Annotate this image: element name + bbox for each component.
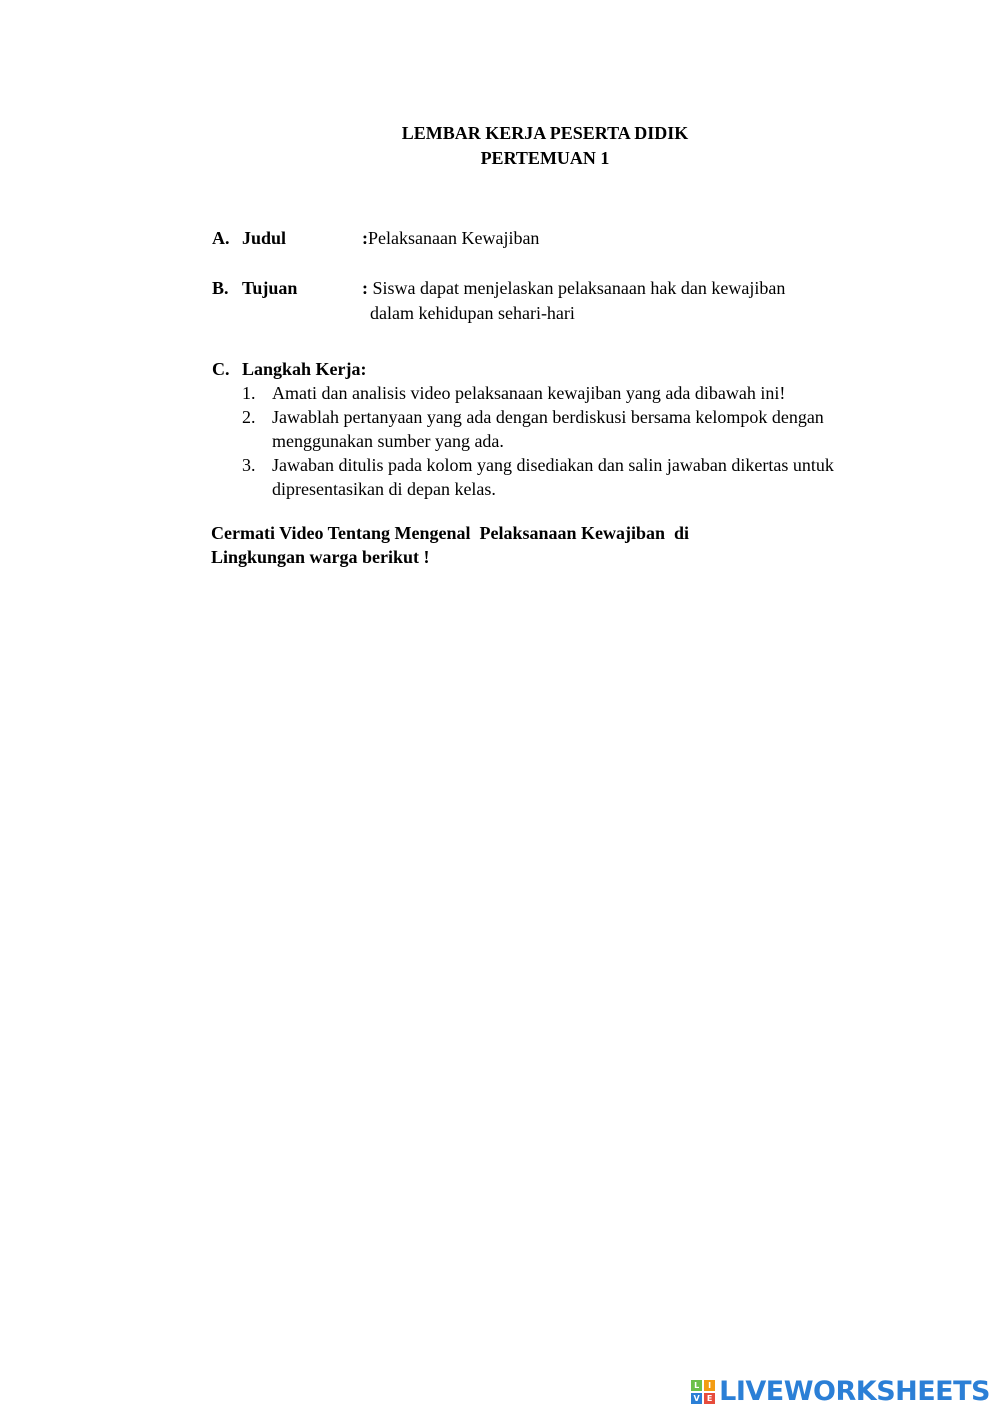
judul-text: Pelaksanaan Kewajiban [368,228,540,248]
section-langkah-label [212,357,367,381]
colon: : [362,228,368,248]
list-item [242,453,862,501]
step-number: 2. [242,407,256,427]
section-letter: B. [212,278,229,298]
logo-letter: V [691,1393,702,1404]
logo-text: LIVEWORKSHEETS [719,1376,990,1407]
step-number: 3. [242,455,256,475]
step-text: Jawablah pertanyaan yang ada dengan berdiskusi bersama kelompok dengan menggunakan sumber yang ada. [272,407,824,451]
section-judul-value [362,226,539,250]
section-letter: A. [212,228,230,248]
tujuan-text-line1: Siswa dapat menjelaskan pelaksanaan hak dan kewajiban [372,278,786,298]
section-judul-label [212,226,286,250]
logo-mark-icon [691,1380,715,1404]
step-text: Jawaban ditulis pada kolom yang disediakan dan salin jawaban dikertas untuk dipresentasikan di depan kelas. [272,455,834,499]
section-label-text: Langkah Kerja: [242,359,367,379]
page-title: LEMBAR KERJA PESERTA DIDIK [401,123,689,143]
tujuan-text-line2: dalam kehidupan sehari-hari [370,303,575,323]
list-item [242,405,862,453]
page-subtitle: PERTEMUAN 1 [480,148,610,168]
liveworksheets-logo [691,1376,990,1407]
step-text: Amati dan analisis video pelaksanaan kewajiban yang ada dibawah ini! [272,383,786,403]
list-item [242,381,862,405]
video-instruction: Cermati Video Tentang Mengenal Pelaksanaan Kewajiban di Lingkungan warga berikut ! [211,523,694,567]
step-number: 1. [242,383,256,403]
logo-letter: E [704,1393,715,1404]
logo-letter: I [704,1380,715,1391]
section-tujuan-value [362,276,785,300]
steps-list [242,381,862,501]
colon: : [362,278,368,298]
section-tujuan-label [212,276,297,300]
logo-letter: L [691,1380,702,1391]
section-letter: C. [212,359,230,379]
section-label-text: Judul [242,228,287,248]
section-label-text: Tujuan [242,278,298,298]
